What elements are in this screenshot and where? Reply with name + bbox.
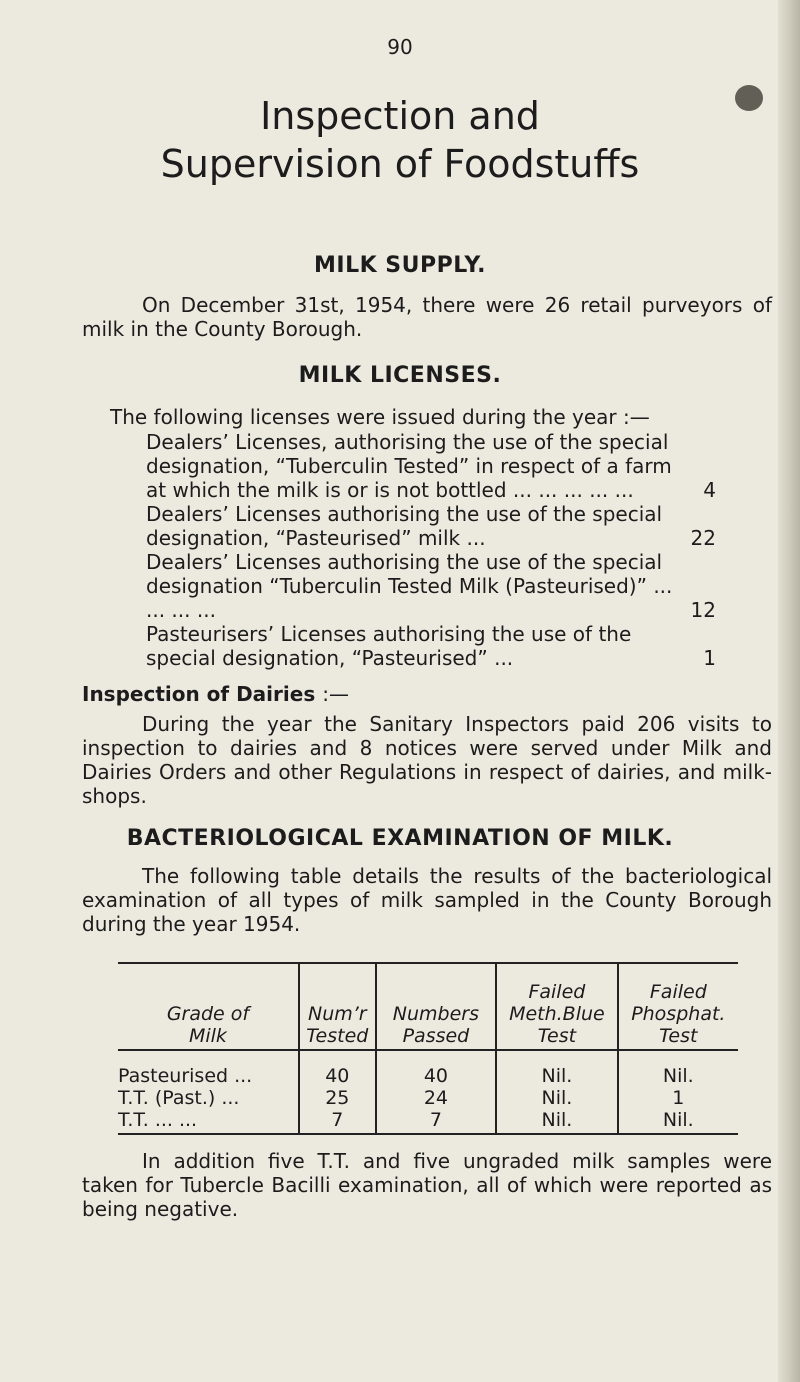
dairies-heading-suffix: :— <box>322 682 349 706</box>
milk-licenses-heading: MILK LICENSES. <box>298 363 502 388</box>
dairies-heading-text: Inspection of Dairies <box>82 682 316 706</box>
cell-passed: 7 <box>376 1109 497 1134</box>
dairies-heading <box>82 682 349 706</box>
cell-meth-blue: Nil. <box>496 1050 617 1087</box>
license-item-text: Dealers’ Licenses, authorising the use of the special designation, “Tuberculin Tested” in respect of a farm at which the milk is or is not bottled ... ... ... ... ... <box>146 430 672 502</box>
cell-meth-blue: Nil. <box>496 1087 617 1109</box>
header-passed <box>376 963 497 1050</box>
table-row <box>118 1109 738 1134</box>
license-list <box>146 430 716 670</box>
license-item-count: 12 <box>690 598 716 622</box>
cell-tested: 7 <box>299 1109 376 1134</box>
license-item-count: 22 <box>690 526 716 550</box>
license-item-text: Dealers’ Licenses authorising the use of the special designation, “Pasteurised” milk ... <box>146 502 663 550</box>
page-title: Inspection and Supervision of Foodstuffs <box>160 94 640 186</box>
header-grade-text: Grade of Milk <box>166 1003 250 1047</box>
header-grade <box>118 963 299 1050</box>
closing-text: In addition five T.T. and five ungraded milk samples were taken for Tubercle Bacilli examination, all of which were reported as being negative. <box>82 1149 772 1221</box>
table-header-row <box>118 963 738 1050</box>
bacteriological-heading: BACTERIOLOGICAL EXAMINATION OF MILK. <box>126 826 674 851</box>
bacteriological-text: The following table details the results of the bacteriological examination of all types of milk sampled in the County Borough during the year 1954. <box>82 864 772 936</box>
cell-passed: 40 <box>376 1050 497 1087</box>
header-phosphat-text: Failed Phosphat. Test <box>631 981 726 1047</box>
page-edge-shadow <box>778 0 800 1382</box>
cell-meth-blue: Nil. <box>496 1109 617 1134</box>
license-item-count: 1 <box>703 646 716 670</box>
license-item <box>146 502 716 550</box>
cell-phosphat: Nil. <box>618 1109 738 1134</box>
dairies-text: During the year the Sanitary Inspectors paid 206 visits to inspection to dairies and 8 notices were served under Milk and Dairies Orders and other Regulations in respect of dairies, and milk-shops. <box>82 712 772 808</box>
header-tested <box>299 963 376 1050</box>
milk-results-table <box>118 962 738 1135</box>
cell-phosphat: 1 <box>618 1087 738 1109</box>
license-item <box>146 622 716 670</box>
license-item-text: Pasteurisers’ Licenses authorising the use of the special designation, “Pasteurised” ... <box>146 622 632 670</box>
licenses-intro: The following licenses were issued during the year :— <box>110 405 650 429</box>
header-meth-blue-text: Failed Meth.Blue Test <box>509 981 605 1047</box>
license-item-text: Dealers’ Licenses authorising the use of the special designation “Tuberculin Tested Milk (Pasteurised)” ... ... ... ... <box>146 550 673 622</box>
license-item-count: 4 <box>703 478 716 502</box>
license-item <box>146 550 716 622</box>
page-number: 90 <box>387 35 413 59</box>
cell-grade: T.T. (Past.) ... <box>118 1087 240 1109</box>
milk-supply-heading: MILK SUPPLY. <box>314 253 486 278</box>
header-passed-text: Numbers Passed <box>392 1003 480 1047</box>
cell-phosphat: Nil. <box>618 1050 738 1087</box>
cell-tested: 40 <box>299 1050 376 1087</box>
table-row <box>118 1087 738 1109</box>
header-phosphat <box>618 963 738 1050</box>
header-tested-text: Num’r Tested <box>306 1003 369 1047</box>
cell-grade: T.T. ... ... <box>118 1109 299 1134</box>
cell-tested: 25 <box>299 1087 376 1109</box>
cell-grade: Pasteurised ... <box>118 1065 253 1087</box>
milk-supply-text: On December 31st, 1954, there were 26 retail purveyors of milk in the County Borough. <box>82 293 772 341</box>
table-row <box>118 1050 738 1087</box>
header-meth-blue <box>496 963 617 1050</box>
cell-passed: 24 <box>376 1087 497 1109</box>
license-item <box>146 430 716 502</box>
